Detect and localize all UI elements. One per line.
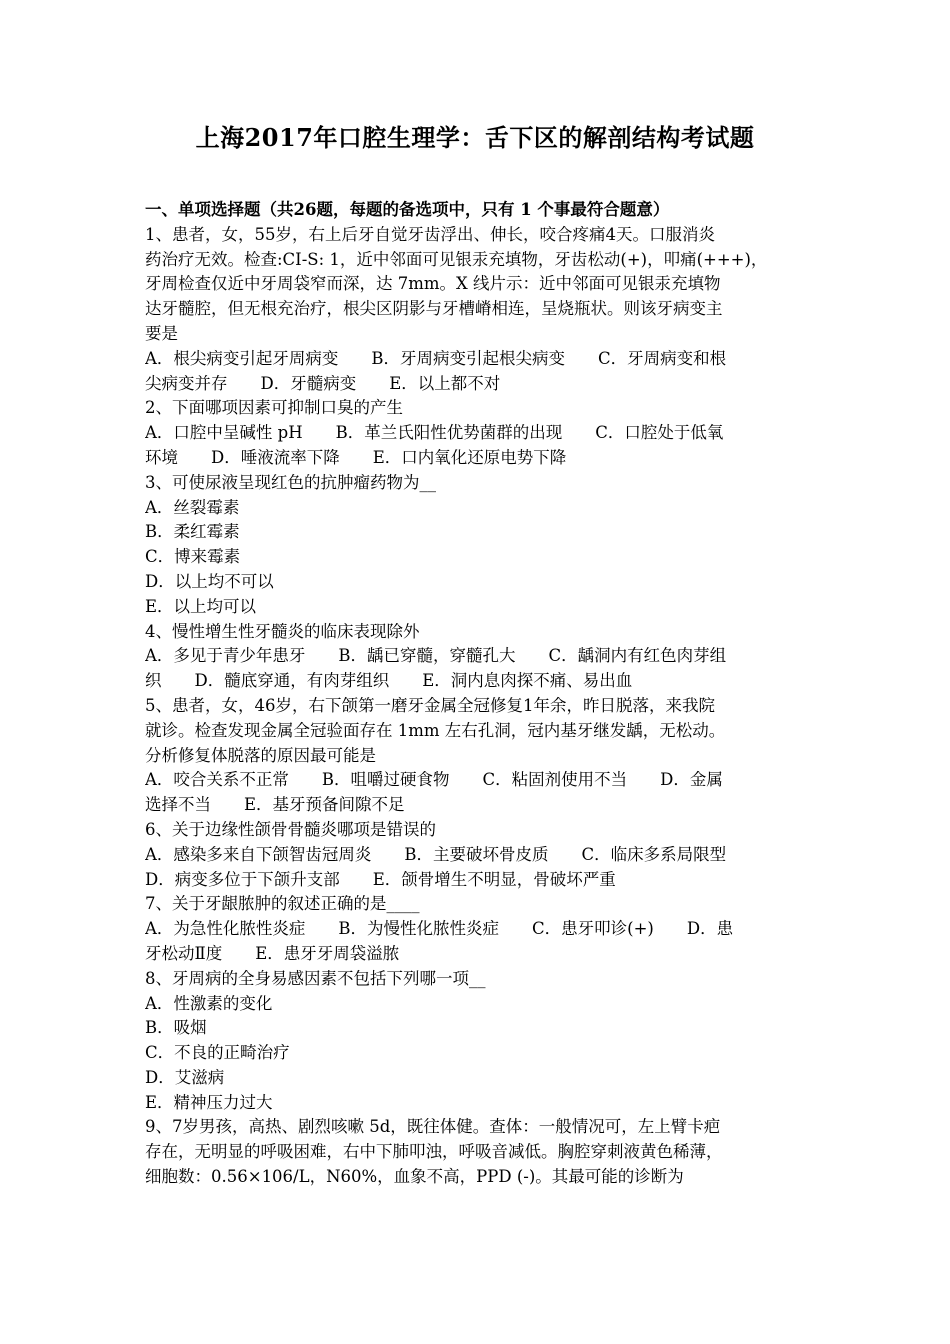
text-line: B．吸烟	[145, 1018, 207, 1038]
text-line: 牙松动Ⅱ度 E．患牙牙周袋溢脓	[145, 943, 400, 963]
text-line: 要是	[145, 323, 178, 343]
text-line: A．丝裂霉素	[145, 497, 240, 517]
text-line: A．为急性化脓性炎症 B．为慢性化脓性炎症 C．患牙叩诊(+) D．患	[145, 919, 734, 939]
text-line: 牙周检查仅近中牙周袋窄而深，达 7mm。X 线片示：近中邻面可见银汞充填物	[145, 274, 721, 294]
text-line: 分析修复体脱落的原因最可能是	[145, 745, 376, 765]
text-line: 环境 D．唾液流率下降 E．口内氧化还原电势下降	[145, 447, 567, 467]
text-line: 9、7岁男孩，高热、剧烈咳嗽 5d，既往体健。查体：一般情况可，左上臂卡疤	[145, 1117, 721, 1137]
text-line: E．精神压力过大	[145, 1092, 273, 1112]
text-line: 2、下面哪项因素可抑制口臭的产生	[145, 398, 403, 418]
text-line: C．博来霉素	[145, 547, 241, 567]
text-line: A．多见于青少年患牙 B．龋已穿髓，穿髓孔大 C．龋洞内有红色肉芽组	[145, 646, 727, 666]
text-line: 存在，无明显的呼吸困难，右中下肺叩浊，呼吸音减低。胸腔穿刺液黄色稀薄，	[145, 1142, 723, 1162]
section-heading: 一、单项选择题（共26题，每题的备选项中，只有 1 个事最符合题意）	[145, 200, 670, 219]
text-line: D．以上均不可以	[145, 571, 274, 591]
text-line: A．口腔中呈碱性 pH B．革兰氏阳性优势菌群的出现 C．口腔处于低氧	[145, 423, 724, 443]
text-line: 1、患者，女，55岁，右上后牙自觉牙齿浮出、伸长，咬合疼痛4天。口服消炎	[145, 224, 715, 244]
document-title: 上海2017年口腔生理学：舌下区的解剖结构考试题	[195, 123, 755, 152]
text-line: 达牙髓腔，但无根充治疗，根尖区阴影与牙槽嵴相连，呈烧瓶状。则该牙病变主	[145, 299, 723, 319]
text-line: D．病变多位于下颌升支部 E．颌骨增生不明显，骨破坏严重	[145, 869, 616, 889]
text-line: 3、可使尿液呈现红色的抗肿瘤药物为__	[145, 472, 436, 492]
text-line: 织 D．髓底穿通，有肉芽组织 E．洞内息肉探不痛、易出血	[145, 671, 633, 691]
text-line: A．根尖病变引起牙周病变 B．牙周病变引起根尖病变 C．牙周病变和根	[145, 348, 727, 368]
text-line: 5、患者，女，46岁，右下颌第一磨牙金属全冠修复1年余，昨日脱落，来我院	[145, 695, 715, 715]
text-line: 选择不当 E．基牙预备间隙不足	[145, 795, 405, 815]
document-body	[145, 198, 813, 1190]
text-line: 尖病变并存 D．牙髓病变 E．以上都不对	[145, 373, 501, 393]
text-line: 药治疗无效。检查:CI-S: 1，近中邻面可见银汞充填物，牙齿松动(+)，叩痛(+++)，	[145, 249, 768, 269]
text-line: 细胞数：0.56×106/L，N60%，血象不高，PPD (-)。其最可能的诊断为	[145, 1167, 684, 1187]
text-line: 4、慢性增生性牙髓炎的临床表现除外	[145, 621, 420, 641]
text-line: A．性激素的变化	[145, 993, 273, 1013]
text-line: B．柔红霉素	[145, 522, 240, 542]
text-line: 就诊。检查发现金属全冠验面存在 1mm 左右孔洞，冠内基牙继发龋，无松动。	[145, 720, 726, 740]
text-line: 6、关于边缘性颌骨骨髓炎哪项是错误的	[145, 819, 436, 839]
text-line: C．不良的正畸治疗	[145, 1043, 290, 1063]
text-line: D．艾滋病	[145, 1067, 225, 1087]
text-line: 7、关于牙龈脓肿的叙述正确的是____	[145, 894, 420, 914]
text-line: 8、牙周病的全身易感因素不包括下列哪一项__	[145, 968, 486, 988]
text-line: A．感染多来自下颌智齿冠周炎 B．主要破坏骨皮质 C．临床多系局限型	[145, 844, 727, 864]
text-line: A．咬合关系不正常 B．咀嚼过硬食物 C．粘固剂使用不当 D．金属	[145, 770, 723, 790]
text-line: E．以上均可以	[145, 596, 257, 616]
